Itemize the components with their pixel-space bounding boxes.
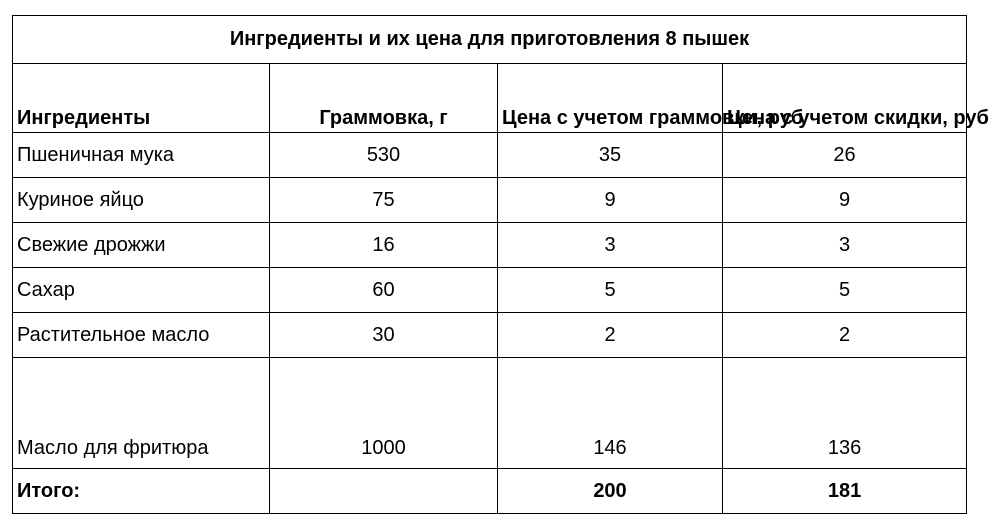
- ingredient-discount-price: 2: [723, 313, 967, 358]
- ingredient-price: 146: [498, 358, 723, 469]
- ingredient-weight: 530: [270, 133, 498, 178]
- title-row: [13, 16, 967, 64]
- ingredient-price: 9: [498, 178, 723, 223]
- ingredient-weight: 30: [270, 313, 498, 358]
- ingredient-discount-price: 5: [723, 268, 967, 313]
- ingredient-price: 5: [498, 268, 723, 313]
- total-row: [13, 469, 967, 514]
- header-price: Цена с учетом граммовки, руб: [498, 64, 723, 133]
- ingredient-price: 35: [498, 133, 723, 178]
- table-row: [13, 268, 967, 313]
- ingredient-name: Растительное масло: [13, 313, 270, 358]
- total-discount-price: 181: [723, 469, 967, 514]
- ingredient-discount-price: 9: [723, 178, 967, 223]
- ingredient-weight: 75: [270, 178, 498, 223]
- ingredients-table: [12, 15, 989, 514]
- table-row: [13, 223, 967, 268]
- ingredient-name: Масло для фритюра: [13, 358, 270, 469]
- total-label: Итого:: [13, 469, 270, 514]
- ingredient-weight: 1000: [270, 358, 498, 469]
- ingredient-weight: 16: [270, 223, 498, 268]
- table-row: [13, 178, 967, 223]
- ingredient-price: 3: [498, 223, 723, 268]
- ingredient-discount-price: 3: [723, 223, 967, 268]
- header-row: [13, 64, 967, 133]
- table-row: [13, 358, 967, 469]
- ingredient-weight: 60: [270, 268, 498, 313]
- table-row: [13, 313, 967, 358]
- table-row: [13, 133, 967, 178]
- ingredient-discount-price: 136: [723, 358, 967, 469]
- ingredient-price: 2: [498, 313, 723, 358]
- total-weight: [270, 469, 498, 514]
- total-price: 200: [498, 469, 723, 514]
- ingredient-name: Свежие дрожжи: [13, 223, 270, 268]
- ingredient-name: Куриное яйцо: [13, 178, 270, 223]
- header-ingredient: Ингредиенты: [13, 64, 270, 133]
- ingredient-name: Пшеничная мука: [13, 133, 270, 178]
- ingredient-discount-price: 26: [723, 133, 967, 178]
- table-title: Ингредиенты и их цена для приготовления 8 пышек: [13, 16, 967, 64]
- header-discount-price: Цена с учетом скидки, руб: [723, 64, 967, 133]
- header-weight: Граммовка, г: [270, 64, 498, 133]
- ingredient-name: Сахар: [13, 268, 270, 313]
